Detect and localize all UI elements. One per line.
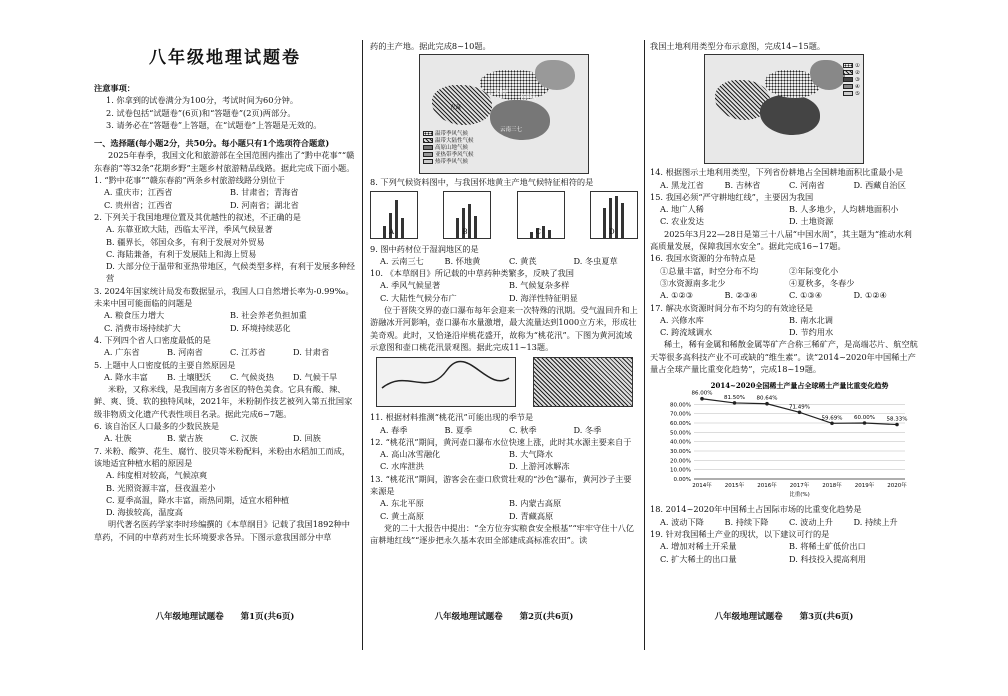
- footer-page-1: 八年级地理试题卷 第1页(共6页): [155, 612, 295, 622]
- question-6: 6. 该自治区人口最多的少数民族是: [94, 421, 220, 432]
- q9-option-c: C. 黄芪: [509, 255, 537, 266]
- y-tick-label-2: 60.00%: [670, 421, 691, 428]
- climate-chart-a: [370, 191, 418, 239]
- q13-option-b: B. 内蒙古高原: [509, 498, 562, 509]
- q12-option-b: B. 大气降水: [509, 449, 553, 460]
- q7-option-a: A. 纬度相对较高，气候凉爽: [106, 470, 208, 481]
- q11-option-d: D. 冬季: [573, 424, 602, 435]
- question-12: 12. “桃花汛”期间，黄河壶口瀑布水位快速上涨，此时其水源主要来自于: [370, 436, 632, 447]
- data-point-5: [863, 422, 867, 426]
- q16-item-3: ③水资源南多北少: [660, 277, 726, 288]
- q1-option-c: C. 贵州省；江西省: [104, 199, 173, 210]
- q7-option-d: D. 海拔较高，温度高: [106, 507, 183, 518]
- q2-option-b: B. 疆界长，邻国众多，有利于发展对外贸易: [106, 236, 265, 247]
- q16-option-b: B. ②③④: [724, 290, 758, 301]
- q4-option-b: B. 河南省: [167, 347, 203, 358]
- legend-item-1: 温带季风气候: [435, 131, 469, 138]
- climate-chart-c: [517, 191, 565, 239]
- y-tick-label-7: 10.00%: [670, 468, 691, 475]
- q14-option-c: C. 河南省: [789, 179, 825, 190]
- data-point-0: [700, 397, 704, 401]
- x-tick-label-1: 2015年: [724, 483, 745, 490]
- y-tick-label-6: 20.00%: [670, 458, 691, 465]
- intro-land-use: 我国土地利用类型分布示意图，完成14~15题。: [650, 41, 826, 51]
- data-point-3: [798, 411, 802, 415]
- q13-option-a: A. 东北平原: [380, 498, 424, 509]
- q13-option-d: D. 青藏高原: [509, 510, 554, 521]
- notice-heading: 注意事项：: [94, 83, 135, 93]
- q5-option-d: D. 气候干旱: [293, 371, 338, 382]
- y-tick-label-1: 70.00%: [670, 412, 691, 419]
- q16-item-1: ①总量丰富，时空分布不均: [660, 265, 759, 276]
- rare-earth-chart: [650, 379, 918, 499]
- q19-option-b: B. 将稀土矿低价出口: [789, 541, 866, 552]
- q16-item-2: ②年际变化小: [789, 265, 839, 276]
- q3-option-a: A. 粮食压力增大: [104, 310, 165, 321]
- footer-page-3: 八年级地理试题卷 第3页(共6页): [714, 612, 854, 622]
- q3-option-c: C. 消费市场持续扩大: [104, 322, 181, 333]
- q5-option-c: C. 气候炎热: [230, 371, 274, 382]
- q10-option-c: C. 大陆性气候分布广: [380, 292, 457, 303]
- q6-option-b: B. 蒙古族: [167, 433, 203, 444]
- question-17: 17. 解决水资源时间分布不均匀的有效途径是: [650, 302, 813, 313]
- data-point-2: [765, 402, 769, 406]
- y-tick-label-5: 30.00%: [670, 449, 691, 456]
- q16-option-d: D. ①②④: [853, 290, 887, 301]
- q18-option-d: D. 持续上升: [853, 516, 898, 527]
- hukou-waterfall-photo: [533, 357, 633, 407]
- x-tick-label-2: 2016年: [757, 483, 777, 490]
- question-1: 1. “黔中花事”“赣东春韵”两条乡村旅游线路分别位于: [94, 175, 285, 186]
- q15-option-b: B. 人多地少，人均耕地面积小: [789, 204, 899, 215]
- q11-option-b: B. 夏季: [444, 424, 473, 435]
- q12-option-a: A. 高山冰雪融化: [380, 449, 441, 460]
- question-15: 15. 我国必须“严守耕地红线”，主要因为我国: [650, 191, 814, 202]
- land-legend-1: ①: [855, 63, 860, 70]
- intro-1: 2025年春季，我国文化和旅游部在全国范围内推出了“黔中花事”“赣东春韵”等32条“花期乡野”主题乡村旅游精品线路。据此完成下面小题。: [94, 150, 355, 173]
- q1-option-b: B. 甘肃省；青海省: [230, 187, 299, 198]
- data-label-5: 60.00%: [854, 415, 875, 422]
- q17-option-a: A. 兴修水库: [660, 314, 704, 325]
- q11-option-c: C. 秋季: [509, 424, 537, 435]
- q4-option-c: C. 江苏省: [230, 347, 266, 358]
- notice-3: 3. 请务必在“答题卷”上答题，在“试题卷”上答题是无效的。: [106, 119, 322, 130]
- data-label-6: 58.33%: [886, 416, 908, 423]
- q7-option-c: C. 夏季高温，降水丰富，雨热同期，适宜水稻种植: [106, 494, 290, 505]
- q11-option-a: A. 春季: [380, 424, 408, 435]
- q14-option-b: B. 吉林省: [724, 179, 761, 190]
- question-5: 5. 上题中人口密度低的主要自然原因是: [94, 359, 236, 370]
- chart-title: 2014~2020全国稀土产量占全球稀土产量比重变化趋势: [710, 381, 889, 391]
- x-tick-label-0: 2014年: [692, 483, 712, 490]
- q7-option-b: B. 光照资源丰富，昼夜温差小: [106, 482, 216, 493]
- map-region-south: [490, 100, 550, 140]
- land-region-south: [760, 95, 820, 135]
- q9-option-b: B. 怀地黄: [444, 255, 481, 266]
- map-region-plateau: [432, 85, 492, 125]
- q17-option-d: D. 节约用水: [789, 327, 834, 338]
- column-divider: [362, 40, 363, 650]
- legend-item-3: 高原山地气候: [435, 145, 469, 152]
- question-9: 9. 图中药材位于湿润地区的是: [370, 243, 479, 254]
- question-3: 3. 2024年国家统计局发布数据显示，我国人口自然增长率为-0.99‰。未来中国可能面临的问题是: [94, 285, 354, 309]
- q19-option-d: D. 科技投入提高利用: [789, 553, 866, 564]
- q10-option-a: A. 季风气候显著: [380, 280, 441, 291]
- intro-16-17: 2025年3月22—28日是第三十八届“中国水周”，其主题为“推动水利高质量发展，保障我国水安全”。据此完成16~17题。: [650, 228, 912, 252]
- data-label-3: 71.49%: [789, 404, 810, 411]
- q12-option-c: C. 水库泄洪: [380, 461, 424, 472]
- question-7: 7. 米粉、酸笋、花生、腐竹、胶贝等米粉配料，米粉由水稻加工而成，该地适宜种植水稻的原因是: [94, 445, 351, 468]
- question-18: 18. 2014~2020年中国稀土占国际市场的比重变化趋势是: [650, 504, 862, 515]
- question-13: 13. “桃花汛”期间，游客会在壶口欣赏壮观的“沙色”瀑布，黄河沙子主要来源是: [370, 473, 632, 497]
- land-legend-5: ⑤: [855, 91, 860, 98]
- q15-option-a: A. 地广人稀: [660, 204, 704, 215]
- q12-option-d: D. 上游河冰解冻: [509, 461, 570, 472]
- x-tick-label-4: 2018年: [822, 483, 842, 490]
- q3-option-b: B. 社会养老负担加重: [230, 310, 307, 321]
- footer-page-2: 八年级地理试题卷 第2页(共6页): [434, 612, 574, 622]
- x-tick-label-5: 2019年: [854, 483, 875, 490]
- question-2: 2. 下列关于我国地理位置及其优越性的叙述，不正确的是: [94, 211, 301, 222]
- land-legend: [843, 63, 860, 98]
- q13-option-c: C. 黄土高原: [380, 510, 424, 521]
- intro-18-19: 稀土，稀有金属和稀散金属等矿产合称三稀矿产，是高端芯片、航空航天等很多高科技产业不可或缺的“维生素”。读“2014~2020年中国稀土产量占全球产量比重变化趋势”，完成18~19题。: [650, 339, 918, 375]
- page-3: [650, 40, 918, 660]
- intro-3: 明代著名医药学家李时珍编撰的《本草纲目》记载了我国1892种中草药，不同的中草药对生长环境要求各异。下图示意我国部分中草: [94, 519, 350, 542]
- question-16: 16. 我国水资源的分布特点是: [650, 253, 756, 264]
- q9-option-d: D. 冬虫夏草: [573, 255, 618, 266]
- page-title: 八年级地理试题卷: [149, 48, 301, 68]
- y-tick-label-3: 50.00%: [670, 430, 691, 437]
- q2-option-c: C. 海陆兼备，有利于发展陆上和海上贸易: [106, 248, 257, 259]
- x-tick-label-3: 2017年: [789, 483, 810, 490]
- q18-option-c: C. 波动上升: [789, 516, 833, 527]
- river-line: [377, 358, 515, 406]
- page-2: [370, 40, 638, 660]
- data-label-4: 59.69%: [821, 415, 843, 422]
- legend-item-5: 热带季风气候: [435, 159, 469, 166]
- notice-2: 2. 试卷包括“试题卷”(6页)和“答题卷”(2页)两部分。: [106, 107, 296, 118]
- question-4: 4. 下列四个省人口密度最低的是: [94, 334, 211, 345]
- q18-option-a: A. 波动下降: [660, 516, 704, 527]
- climate-label-b: B: [462, 228, 468, 237]
- map-legend: [423, 131, 474, 166]
- intro-11-13: 位于晋陕交界的壶口瀑布每年会迎来一次特殊的汛期。受气温回升和上游融冰开河影响，壶口瀑布水量激增，最大流量达到1000立方米，形成壮美奇观。此时，又恰逢沿岸桃花盛开，故称为“桃花汛”。下图为黄河流域示意图和壶口桃花汛景观图。据此完成11~13题。: [370, 305, 638, 352]
- q10-option-d: D. 海洋性特征明显: [509, 292, 578, 303]
- q15-option-d: D. 土地资源: [789, 216, 834, 227]
- herb-map: [419, 54, 589, 174]
- q3-option-d: D. 环境持续恶化: [230, 322, 291, 333]
- rare-earth-chart-svg: [650, 379, 918, 499]
- legend-label: 比重(%): [789, 492, 810, 499]
- q1-option-a: A. 重庆市；江西省: [104, 187, 173, 198]
- q16-option-c: C. ①③④: [789, 290, 823, 301]
- q9-option-a: A. 云南三七: [380, 255, 424, 266]
- q4-option-a: A. 广东省: [104, 347, 140, 358]
- q6-option-d: D. 回族: [293, 433, 321, 444]
- q17-option-b: B. 南水北调: [789, 314, 833, 325]
- climate-chart-d: [590, 191, 638, 239]
- section-heading: 一、选择题(每小题2分，共50分。每小题只有1个选项符合题意): [94, 138, 330, 149]
- legend-item-4: 亚热带季风气候: [435, 152, 474, 159]
- q6-option-c: C. 汉族: [230, 433, 258, 444]
- intro-14-15: 党的二十大报告中提出：“全方位夯实粮食安全根基”“牢牢守住十八亿亩耕地红线”“逐步把永久基本农田全部建成高标准农田”。读: [370, 522, 634, 546]
- land-legend-2: ②: [855, 70, 860, 77]
- y-tick-label-8: 0.00%: [673, 477, 691, 484]
- q16-option-a: A. ①②③: [660, 290, 694, 301]
- climate-charts: [370, 191, 638, 241]
- q2-option-d: D. 大部分位于温带和亚热带地区，气候类型多样，有利于发展多种经营: [106, 261, 355, 284]
- data-point-1: [733, 401, 737, 405]
- notice-1: 1. 你拿到的试卷满分为100分，考试时间为60分钟。: [106, 95, 299, 106]
- map-label-3: 怀地黄: [520, 95, 537, 102]
- climate-chart-b: [443, 191, 491, 239]
- q14-option-d: D. 西藏自治区: [853, 179, 906, 190]
- climate-label-c: C: [535, 228, 542, 237]
- page-1: [94, 40, 356, 660]
- land-use-map: [704, 54, 864, 164]
- q14-option-a: A. 黑龙江省: [660, 179, 704, 190]
- q17-option-c: C. 跨流域调水: [660, 327, 713, 338]
- q6-option-a: A. 壮族: [104, 433, 132, 444]
- q4-option-d: D. 甘肃省: [293, 347, 330, 358]
- climate-label-a: A: [389, 228, 395, 237]
- question-8: 8. 下列气候资料图中，与我国怀地黄主产地气候特征相符的是: [370, 177, 594, 188]
- land-legend-3: ③: [855, 77, 860, 84]
- column-divider-2: [644, 40, 645, 650]
- q19-option-c: C. 扩大稀土的出口量: [660, 553, 737, 564]
- q10-option-b: B. 气候复杂多样: [509, 280, 570, 291]
- climate-label-d: D: [608, 228, 615, 237]
- yellow-river-basin-map: [376, 357, 516, 407]
- legend-item-2: 温带大陆性气候: [435, 138, 474, 145]
- q16-item-4: ④夏秋多，冬春少: [789, 277, 855, 288]
- intro-2: 米粉，又称米线，是我国南方多省区的特色美食。它具有酸、辣、鲜、爽、烫、软的独特风味，2021年，米粉制作技艺被列入第五批国家级非物质文化遗产代表性项目名录。据此完成6~7题。: [94, 384, 353, 419]
- data-label-1: 81.50%: [724, 395, 745, 402]
- data-label-2: 80.64%: [756, 396, 778, 403]
- map-label-4: 云南三七: [500, 127, 523, 134]
- question-11: 11. 根据材料推测“桃花汛”可能出现的季节是: [370, 412, 534, 423]
- map-label-1: 宁夏枸杞: [488, 90, 511, 97]
- q5-option-b: B. 土壤肥沃: [167, 371, 211, 382]
- q18-option-b: B. 持续下降: [724, 516, 769, 527]
- q19-option-a: A. 增加对稀土开采量: [660, 541, 737, 552]
- question-10: 10. 《本草纲目》所记载的中草药种类繁多，反映了我国: [370, 268, 574, 279]
- y-tick-label-4: 40.00%: [670, 440, 691, 447]
- x-tick-label-6: 2020年: [887, 483, 907, 490]
- data-label-0: 86.00%: [691, 391, 713, 398]
- q15-option-c: C. 农业发达: [660, 216, 704, 227]
- data-point-4: [830, 422, 834, 426]
- y-tick-label-0: 80.00%: [670, 402, 691, 409]
- intro-8-10: 药的主产地。据此完成8~10题。: [370, 41, 491, 51]
- q2-option-a: A. 东靠亚欧大陆，西临太平洋，季风气候显著: [106, 224, 273, 235]
- yellow-river-figures: [370, 355, 638, 409]
- land-legend-4: ④: [855, 84, 860, 91]
- map-label-2: 青藏: [450, 105, 462, 112]
- question-14: 14. 根据图示土地利用类型，下列省份耕地占全国耕地面积比重最小是: [650, 167, 904, 178]
- data-point-6: [895, 423, 899, 427]
- q5-option-a: A. 降水丰富: [104, 371, 148, 382]
- q1-option-d: D. 河南省；湖北省: [230, 199, 299, 210]
- question-19: 19. 针对我国稀土产业的现状，以下建议可行的是: [650, 528, 830, 539]
